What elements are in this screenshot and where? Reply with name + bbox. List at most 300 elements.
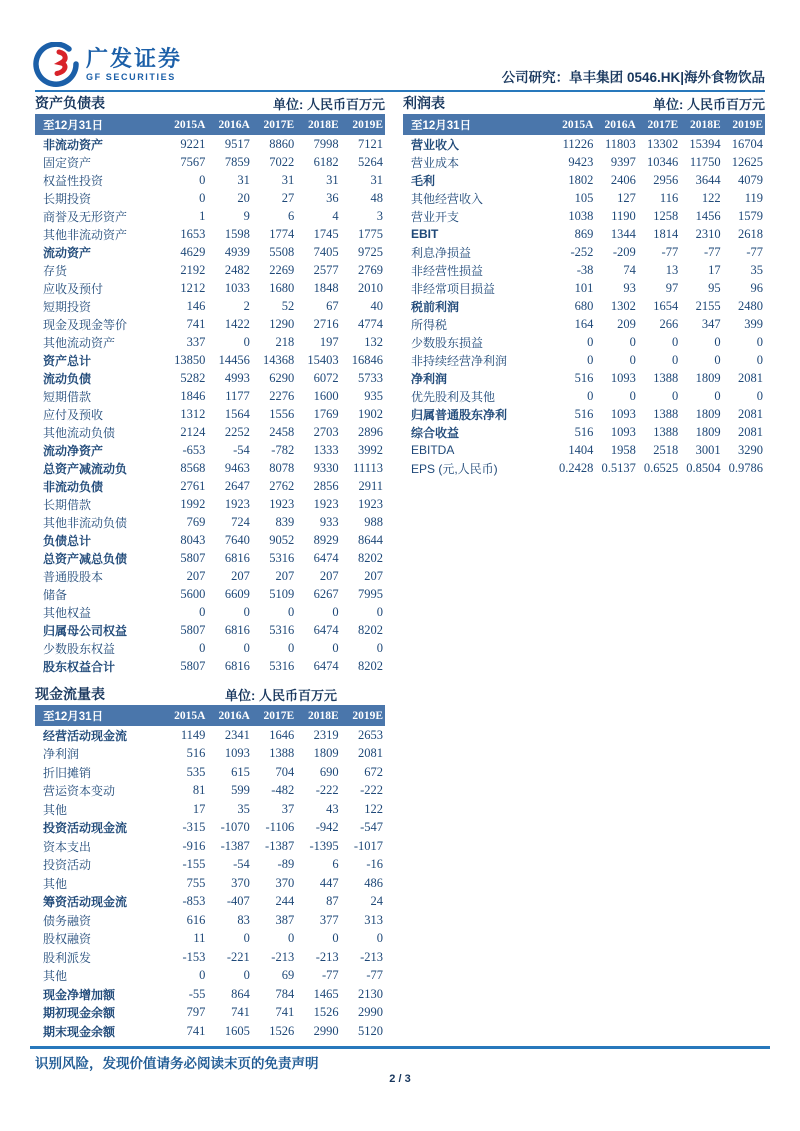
cell-value: 0 [332, 640, 339, 655]
cell-value: 797 [186, 1005, 206, 1020]
income-statement-table [403, 95, 765, 477]
column-header: 2018E [307, 118, 339, 131]
cell-value: 5807 [180, 550, 206, 565]
cell-value: 0 [629, 352, 636, 367]
row-label: 短期借款 [43, 389, 92, 404]
cell-value: 1149 [180, 727, 206, 742]
gf-logo-icon [33, 42, 79, 88]
cell-value: 2518 [653, 442, 679, 457]
table-row [403, 189, 765, 207]
balance-sheet-grid [35, 114, 385, 675]
cell-value: -1070 [220, 820, 250, 835]
column-header: 2015A [562, 118, 594, 131]
cell-value: 244 [275, 894, 295, 909]
header-divider [35, 90, 765, 92]
row-label: 净利润 [43, 747, 80, 762]
row-label: 非经营性损益 [411, 263, 484, 278]
table-row [35, 333, 385, 351]
cell-value: 11226 [562, 136, 594, 151]
brand-name-cn: 广发证券 [86, 46, 183, 71]
row-label: 非流动负债 [43, 479, 104, 494]
cell-value: 0 [587, 352, 594, 367]
cell-value: 1033 [224, 280, 250, 295]
cell-value: 741 [186, 1023, 206, 1038]
table-row [35, 315, 385, 333]
table-title-row [35, 686, 385, 704]
cell-value: 2856 [313, 478, 339, 493]
cell-value: 2341 [224, 727, 250, 742]
cell-value: -54 [233, 442, 250, 457]
cell-value: -16 [366, 857, 384, 872]
cell-value: 2310 [695, 226, 721, 241]
cell-value: 769 [186, 514, 206, 529]
table-row [35, 459, 385, 477]
cell-value: -209 [612, 244, 636, 259]
cell-value: 2081 [738, 406, 764, 421]
cell-value: 2577 [313, 262, 339, 277]
row-label: 折旧摊销 [43, 765, 92, 780]
cell-value: 31 [370, 172, 384, 187]
cell-value: 127 [617, 190, 636, 205]
cell-value: 1465 [313, 986, 339, 1001]
cell-value: 616 [186, 912, 206, 927]
cell-value: 6 [332, 857, 339, 872]
table-row [403, 207, 765, 225]
cell-value: 209 [617, 316, 636, 331]
cell-value: 1388 [653, 370, 679, 385]
cell-value: 0 [287, 931, 295, 946]
row-label: 期初现金余额 [43, 1006, 116, 1021]
row-label: 投资活动 [43, 858, 92, 873]
cell-value: 1600 [313, 388, 339, 403]
cell-value: 11113 [353, 460, 384, 475]
cell-value: 101 [574, 280, 594, 295]
column-header: 2016A [218, 118, 250, 131]
table-title: 现金流量表 [35, 686, 105, 702]
cell-value: 146 [186, 298, 206, 313]
table-row [35, 782, 385, 801]
cell-value: 0 [629, 334, 636, 349]
cell-value: 1177 [225, 388, 250, 403]
row-label: EPS (元,人民币) [411, 461, 498, 476]
cell-value: 0 [671, 352, 679, 367]
cell-value: 4629 [180, 244, 206, 259]
table-unit-label: 单位: 人民币百万元 [273, 97, 385, 112]
cell-value: 13302 [646, 136, 679, 151]
cell-value: -407 [226, 894, 250, 909]
row-label: 筹资活动现金流 [43, 895, 128, 910]
table-row [35, 726, 385, 745]
cell-value: 1388 [653, 424, 679, 439]
cell-value: 1 [199, 208, 206, 223]
cell-value: 672 [364, 764, 384, 779]
cell-value: 1422 [224, 316, 250, 331]
cell-value: -77 [366, 968, 384, 983]
cell-value: 6072 [313, 370, 339, 385]
cell-value: 1814 [653, 226, 679, 241]
cell-value: 4993 [224, 370, 250, 385]
row-label: 资本支出 [43, 839, 92, 854]
table-row [35, 819, 385, 838]
cell-value: 7405 [313, 244, 339, 259]
cell-value: 6290 [269, 370, 295, 385]
cell-value: 5282 [180, 370, 206, 385]
row-label: 营业收入 [411, 137, 460, 152]
cell-value: 8202 [358, 550, 384, 565]
cell-value: 0 [756, 388, 764, 403]
row-label: 总资产减总负债 [43, 551, 128, 566]
cell-value: 447 [319, 875, 339, 890]
cell-value: 11 [193, 931, 206, 946]
row-label: EBIT [411, 227, 439, 241]
table-header-row [35, 705, 385, 726]
row-label: 股权融资 [43, 932, 92, 947]
cell-value: 1302 [610, 298, 636, 313]
cell-value: 17 [708, 262, 721, 277]
table-row [403, 459, 765, 477]
cell-value: -77 [661, 244, 679, 259]
cell-value: 6474 [313, 658, 339, 673]
cell-value: 27 [281, 190, 295, 205]
cell-value: 1653 [180, 226, 206, 241]
row-label: 综合收益 [411, 425, 460, 440]
cell-value: 4 [332, 208, 339, 223]
cell-value: 5264 [358, 154, 384, 169]
table-row [35, 911, 385, 930]
table-title-row [403, 95, 765, 113]
cell-value: 0 [376, 640, 384, 655]
table-row [403, 441, 765, 459]
cell-value: 516 [186, 746, 206, 761]
table-row [403, 369, 765, 387]
table-row [35, 745, 385, 764]
cell-value: 755 [186, 875, 206, 890]
cell-value: 6267 [313, 586, 339, 601]
cell-value: 52 [281, 298, 295, 313]
cell-value: 0 [199, 968, 206, 983]
cell-value: -155 [182, 857, 206, 872]
cell-value: 387 [275, 912, 295, 927]
cell-value: 1388 [653, 406, 679, 421]
cell-value: 2130 [358, 986, 384, 1001]
cell-value: 3290 [738, 442, 764, 457]
row-label: 现金净增加额 [43, 987, 116, 1002]
table-row [403, 171, 765, 189]
cell-value: 1923 [269, 496, 295, 511]
table-row [35, 603, 385, 621]
cell-value: 1312 [180, 406, 206, 421]
cell-value: 122 [364, 801, 384, 816]
table-row [35, 948, 385, 967]
cell-value: 1809 [313, 746, 339, 761]
cell-value: 9221 [180, 136, 206, 151]
cell-value: 7022 [269, 154, 295, 169]
cell-value: 2761 [180, 478, 206, 493]
row-label: 长期投资 [43, 191, 92, 206]
row-label: 商誉及无形资产 [43, 209, 128, 224]
cell-value: 4079 [738, 172, 764, 187]
cell-value: 1846 [180, 388, 206, 403]
cell-value: 9517 [224, 136, 250, 151]
cell-value: 1774 [269, 226, 295, 241]
table-unit-label: 单位: 人民币百万元 [225, 688, 337, 703]
cell-value: 599 [231, 783, 250, 798]
cell-value: 864 [231, 986, 250, 1001]
cell-value: 2956 [653, 172, 679, 187]
cell-value: -653 [182, 442, 206, 457]
cell-value: 1556 [269, 406, 295, 421]
column-header: 2015A [174, 709, 206, 722]
balance-sheet-table [35, 95, 385, 675]
table-row [35, 243, 385, 261]
table-row [35, 967, 385, 986]
cell-value: 2703 [313, 424, 339, 439]
footer-divider [30, 1046, 770, 1049]
cell-value: -547 [360, 820, 384, 835]
table-row [403, 261, 765, 279]
cell-value: 2010 [358, 280, 384, 295]
cell-value: 2276 [269, 388, 295, 403]
row-label: 归属普通股东净利 [411, 407, 508, 422]
cell-value: 370 [231, 875, 250, 890]
row-label: 其他经营收入 [411, 191, 484, 206]
cell-value: 313 [364, 912, 384, 927]
cell-value: 839 [275, 514, 295, 529]
table-title-row [35, 95, 385, 113]
table-row [35, 531, 385, 549]
cell-value: 0.8504 [686, 460, 721, 475]
cell-value: 2081 [738, 370, 764, 385]
cell-value: 6474 [313, 622, 339, 637]
cell-value: 337 [186, 334, 206, 349]
cell-value: 6 [287, 208, 295, 223]
row-label: EBITDA [411, 443, 455, 457]
cell-value: 83 [237, 912, 250, 927]
row-label: 经营活动现金流 [43, 728, 128, 743]
row-label: 权益性投资 [43, 173, 104, 188]
column-header: 2016A [218, 709, 250, 722]
row-label: 总资产减流动负 [43, 461, 128, 476]
column-header: 2018E [689, 118, 721, 131]
row-label: 其他流动资产 [43, 335, 116, 350]
table-unit-label: 单位: 人民币百万元 [653, 97, 765, 112]
table-row [35, 893, 385, 912]
row-label: 优先股利及其他 [411, 389, 496, 404]
column-header: 2018E [307, 709, 339, 722]
cell-value: 5600 [180, 586, 206, 601]
row-label: 债务融资 [43, 913, 92, 928]
cell-value: 2769 [358, 262, 384, 277]
cell-value: -89 [277, 857, 295, 872]
table-title: 利润表 [403, 95, 445, 111]
cell-value: 116 [659, 190, 679, 205]
cell-value: 1093 [610, 424, 636, 439]
cell-value: 6474 [313, 550, 339, 565]
cell-value: 1579 [738, 208, 764, 223]
cell-value: 1388 [269, 746, 295, 761]
cell-value: 13 [665, 262, 679, 277]
cell-value: -213 [315, 949, 339, 964]
table-row [35, 567, 385, 585]
cell-value: 933 [319, 514, 339, 529]
cell-value: 12625 [731, 154, 764, 169]
page-number: 2 / 3 [389, 1073, 411, 1085]
table-row [403, 297, 765, 315]
table-row [403, 243, 765, 261]
cell-value: 5508 [269, 244, 295, 259]
row-label: 储备 [43, 587, 68, 602]
cell-value: 2081 [738, 424, 764, 439]
cell-value: 2252 [224, 424, 250, 439]
cell-value: 0 [199, 640, 206, 655]
table-row [35, 153, 385, 171]
cell-value: 10346 [646, 154, 679, 169]
cell-value: 2406 [610, 172, 636, 187]
cell-value: 2911 [358, 478, 384, 493]
cell-value: 1680 [269, 280, 295, 295]
table-row [403, 225, 765, 243]
cell-value: -77 [746, 244, 764, 259]
cell-value: 5807 [180, 622, 206, 637]
cell-value: 2647 [224, 478, 250, 493]
cash-flow-grid [35, 705, 385, 1041]
cell-value: 218 [275, 334, 295, 349]
table-row [35, 369, 385, 387]
row-label: 其他流动负债 [43, 425, 116, 440]
cell-value: 9330 [313, 460, 339, 475]
row-label: 资产总计 [43, 353, 92, 368]
cell-value: 1809 [695, 424, 721, 439]
cell-value: 31 [281, 172, 295, 187]
cell-value: 24 [370, 894, 384, 909]
cell-value: 69 [281, 968, 295, 983]
row-label: 固定资产 [43, 155, 92, 170]
table-row [35, 874, 385, 893]
cell-value: 486 [364, 875, 384, 890]
cell-value: 3001 [695, 442, 721, 457]
table-row [403, 351, 765, 369]
cell-value: 4774 [358, 316, 384, 331]
cell-value: 0 [671, 334, 679, 349]
cell-value: 2124 [180, 424, 206, 439]
table-row [35, 585, 385, 603]
row-label: 营运资本变动 [43, 784, 116, 799]
cell-value: 7998 [313, 136, 339, 151]
cell-value: 516 [574, 406, 594, 421]
cell-value: 8202 [358, 658, 384, 673]
table-row [35, 1022, 385, 1041]
table-row [403, 153, 765, 171]
cell-value: 1769 [313, 406, 339, 421]
cell-value: 1190 [611, 208, 636, 223]
row-label: 非持续经营净利润 [411, 353, 508, 368]
cell-value: 0 [243, 334, 250, 349]
cell-value: 7640 [224, 532, 250, 547]
cell-value: 74 [623, 262, 636, 277]
row-label: 少数股东损益 [411, 335, 484, 350]
table-row [35, 549, 385, 567]
cell-value: 399 [744, 316, 764, 331]
cell-value: 1809 [695, 406, 721, 421]
cell-value: -54 [233, 857, 250, 872]
cell-value: 207 [231, 568, 250, 583]
cell-value: 0 [756, 352, 764, 367]
cell-value: 8860 [269, 136, 295, 151]
cell-value: 266 [659, 316, 679, 331]
cell-value: 11803 [605, 136, 636, 151]
income-statement-grid [403, 114, 765, 477]
cell-value: 1745 [313, 226, 339, 241]
row-label: 应付及预收 [43, 407, 104, 422]
cell-value: 6182 [313, 154, 339, 169]
table-row [403, 423, 765, 441]
disclaimer-text: 识别风险，发现价值请务必阅读末页的免责声明 [35, 1056, 319, 1071]
table-row [35, 279, 385, 297]
cell-value: 1333 [313, 442, 339, 457]
table-row [403, 279, 765, 297]
cell-value: 2081 [358, 746, 384, 761]
column-header: 2017E [263, 118, 295, 131]
cell-value: 680 [574, 298, 594, 313]
table-row [35, 297, 385, 315]
cell-value: 0 [714, 334, 721, 349]
cell-value: 0 [199, 190, 206, 205]
table-row [35, 856, 385, 875]
table-row [35, 837, 385, 856]
cell-value: 8568 [180, 460, 206, 475]
row-label: 非经常项目损益 [411, 281, 496, 296]
cell-value: 0 [629, 388, 636, 403]
table-row [35, 800, 385, 819]
cell-value: 0 [243, 604, 250, 619]
cell-value: 11750 [689, 154, 721, 169]
cell-value: 1958 [610, 442, 636, 457]
table-header-row [35, 114, 385, 135]
row-label: 流动资产 [43, 245, 92, 260]
cell-value: 1290 [269, 316, 295, 331]
table-header-row [403, 114, 765, 135]
table-row [35, 351, 385, 369]
table-row [403, 405, 765, 423]
cell-value: 8043 [180, 532, 206, 547]
cell-value: 207 [186, 568, 206, 583]
cell-value: -222 [360, 783, 384, 798]
cell-value: 1598 [224, 226, 250, 241]
column-header: 2017E [263, 709, 295, 722]
cell-value: 122 [701, 190, 721, 205]
table-row [403, 333, 765, 351]
cell-value: 741 [186, 316, 206, 331]
cell-value: -1387 [265, 838, 295, 853]
column-header: 2019E [732, 118, 764, 131]
row-label: 其他 [43, 969, 68, 984]
cell-value: 1526 [313, 1005, 339, 1020]
cell-value: 5733 [358, 370, 384, 385]
cell-value: 1212 [180, 280, 206, 295]
cell-value: 0 [199, 172, 206, 187]
cell-value: 93 [623, 280, 636, 295]
cell-value: 5109 [269, 586, 295, 601]
cell-value: -55 [188, 986, 206, 1001]
cell-value: 5807 [180, 658, 206, 673]
cell-value: -1017 [353, 838, 384, 853]
cell-value: 1923 [313, 496, 339, 511]
cell-value: 2762 [269, 478, 295, 493]
cell-value: -38 [576, 262, 594, 277]
row-label: 营业开支 [411, 209, 460, 224]
cell-value: 87 [326, 894, 339, 909]
row-label: 毛利 [411, 173, 436, 188]
